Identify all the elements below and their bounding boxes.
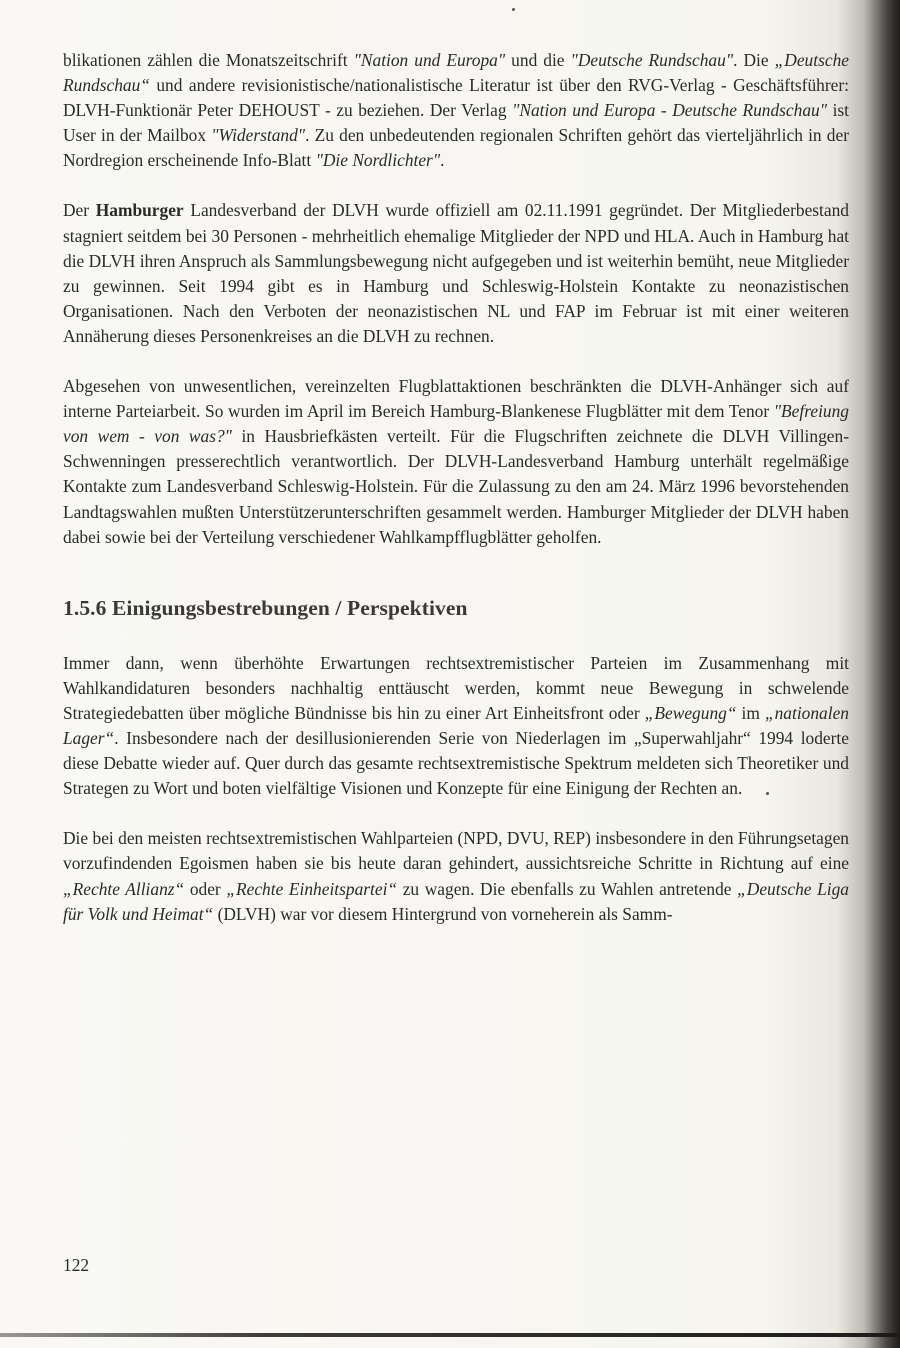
paragraph-hamburg: Der Hamburger Landesverband der DLVH wurde offiziell am 02.11.1991 gegründet. Der Mitgliederbestand stagniert seitdem bei 30 Personen - mehrheitlich ehemalige Mitglieder der NPD und HLA. Auch in Hamburg hat die DLVH ihren Anspruch als Sammlungsbewegung nicht aufgegeben und ist weiterhin bemüht, neue Mitglieder zu gewinnen. Seit 1994 gibt es in Hamburg und Schleswig-Holstein Kontakte zu neonazistischen Organisationen. Nach den Verboten der neonazistischen NL und FAP im Februar ist mit einer weiteren Annäherung dieses Personenkreises an die DLVH zu rechnen. xyxy=(63,200,849,346)
paragraph-unification: Immer dann, wenn überhöhte Erwartungen rechtsextremistischer Parteien im Zusammenhang mit Wahlkandidaturen besonders nachhaltig enttäuscht werden, kommt neue Bewegung in schwelende Strategiedebatten über mögliche Bündnisse bis hin zu einer Art Einheitsfront oder „Bewegung“ im „nationalen Lager“. Insbesondere nach der desillusionierenden Serie von Niederlagen im „Superwahljahr“ 1994 loderte diese Debatte wieder auf. Quer durch das gesamte rechtsextremistische Spektrum meldeten sich Theoretiker und Strategen zu Wort und boten vielfältige Visionen und Konzepte für eine Einigung der Rechten an. xyxy=(63,652,849,799)
scan-speck xyxy=(512,8,515,11)
section-heading: 1.5.6 Einigungsbestrebungen / Perspektiven xyxy=(63,595,468,620)
page-number: 122 xyxy=(63,1255,90,1275)
page-body xyxy=(63,48,849,927)
paragraph-publications: blikationen zählen die Monatszeitschrift "Nation und Europa" und die "Deutsche Rundschau". Die „Deutsche Rundschau“ und andere revisionistische/nationalistische Literatur ist über den RVG-Verlag - Geschäftsführer: DLVH-Funktionär Peter DEHOUST - zu beziehen. Der Verlag "Nation und Europa - Deutsche Rundschau" ist User in der Mailbox "Widerstand". Zu den unbedeutenden regionalen Schriften gehört das vierteljährlich in der Nordregion erscheinende Info-Blatt "Die Nordlichter". xyxy=(63,50,850,171)
scan-speck xyxy=(766,792,769,795)
paragraph-activities: Abgesehen von unwesentlichen, vereinzelten Flugblattaktionen beschränkten die DLVH-Anhänger sich auf interne Parteiarbeit. So wurden im April im Bereich Hamburg-Blankenese Flugblätter mit dem Tenor "Befreiung von wem - von was?" in Hausbriefkästen verteilt. Für die Flugschriften zeichnete die DLVH Villingen-Schwenningen presserechtlich verantwortlich. Der DLVH-Landesverband Hamburg unterhält regelmäßige Kontakte zum Landesverband Schleswig-Holstein. Für die Zulassung zu den am 24. März 1996 bevorstehenden Landtagswahlen mußten Unterstützerunterschriften gesammelt werden. Hamburger Mitglieder der DLVH haben dabei sowie bei der Verteilung verschiedener Wahlkampfflugblätter geholfen. xyxy=(63,376,849,547)
paragraph-egoism: Die bei den meisten rechtsextremistischen Wahlparteien (NPD, DVU, REP) insbesondere in den Führungsetagen vorzufindenden Egoismen haben sie bis heute daran gehindert, aussichtsreiche Schritte in Richtung auf eine „Rechte Allianz“ oder „Rechte Einheitspartei“ zu wagen. Die ebenfalls zu Wahlen antretende „Deutsche Liga für Volk und Heimat“ (DLVH) war vor diesem Hintergrund von vorneherein als Samm- xyxy=(63,828,849,924)
scan-edge-shadow xyxy=(0,1333,900,1337)
